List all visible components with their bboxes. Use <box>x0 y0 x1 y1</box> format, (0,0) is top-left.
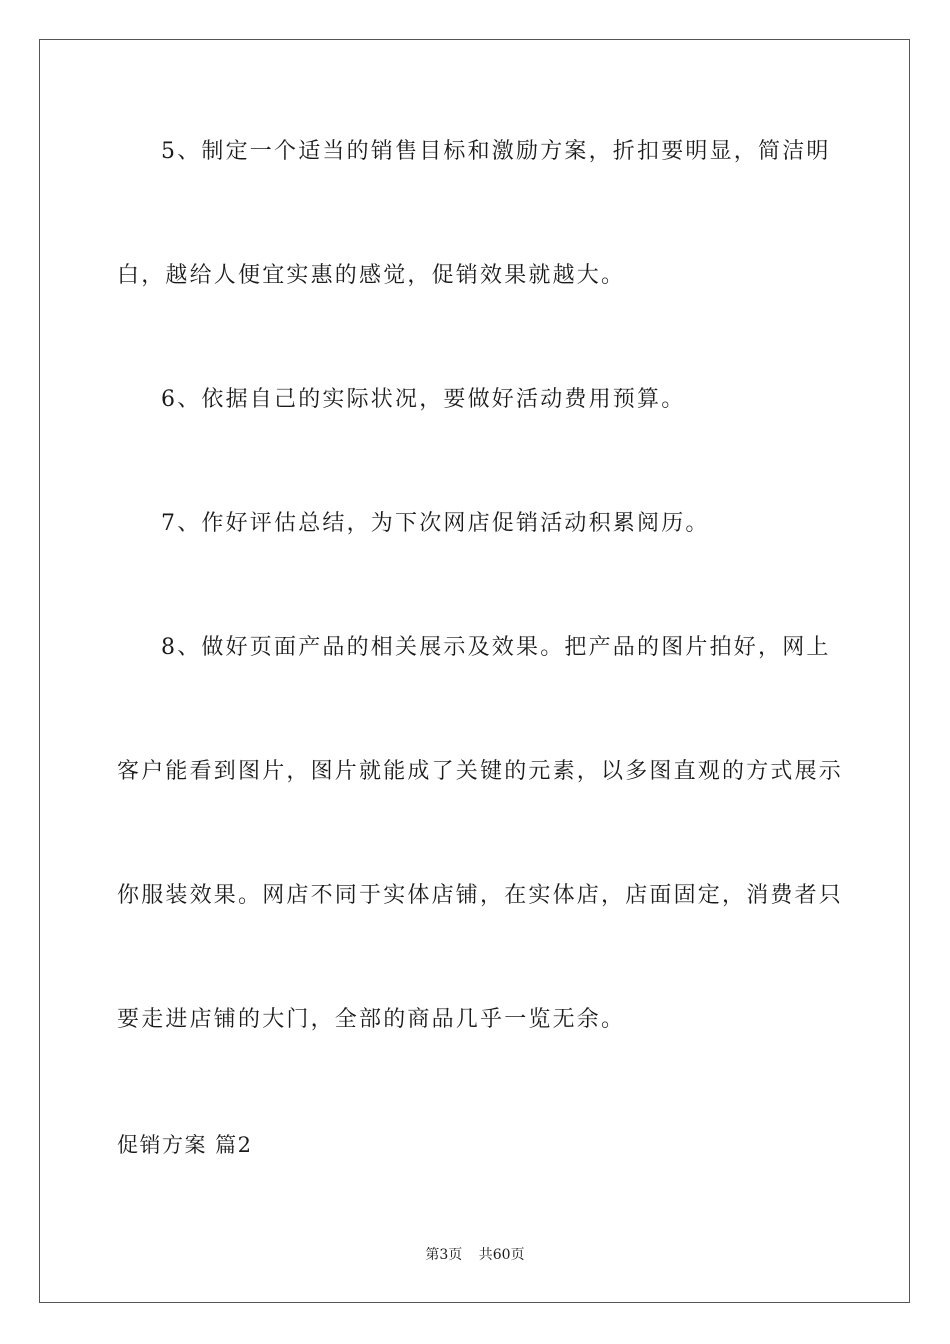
paragraph-7-line-1: 7、作好评估总结，为下次网店促销活动积累阅历。 <box>161 511 710 536</box>
paragraph-6-line-1: 6、依据自己的实际状况，要做好活动费用预算。 <box>161 387 686 412</box>
paragraph-8-line-4: 要走进店铺的大门，全部的商品几乎一览无余。 <box>117 1007 626 1032</box>
paragraph-8-line-2: 客户能看到图片，图片就能成了关键的元素，以多图直观的方式展示 <box>117 759 844 784</box>
paragraph-5-line-2: 白，越给人便宜实惠的感觉，促销效果就越大。 <box>117 263 626 288</box>
paragraph-5-line-1: 5、制定一个适当的销售目标和激励方案，折扣要明显，简洁明 <box>161 139 831 164</box>
section-heading: 促销方案 篇2 <box>117 1133 253 1157</box>
page-total: 共60页 <box>478 1247 525 1263</box>
page-footer <box>0 1245 950 1265</box>
paragraph-8-line-1: 8、做好页面产品的相关展示及效果。把产品的图片拍好，网上 <box>161 635 831 660</box>
paragraph-8-line-3: 你服装效果。网店不同于实体店铺，在实体店，店面固定，消费者只 <box>117 883 844 908</box>
page-border <box>39 39 910 1303</box>
page-number: 第3页 <box>425 1247 463 1263</box>
